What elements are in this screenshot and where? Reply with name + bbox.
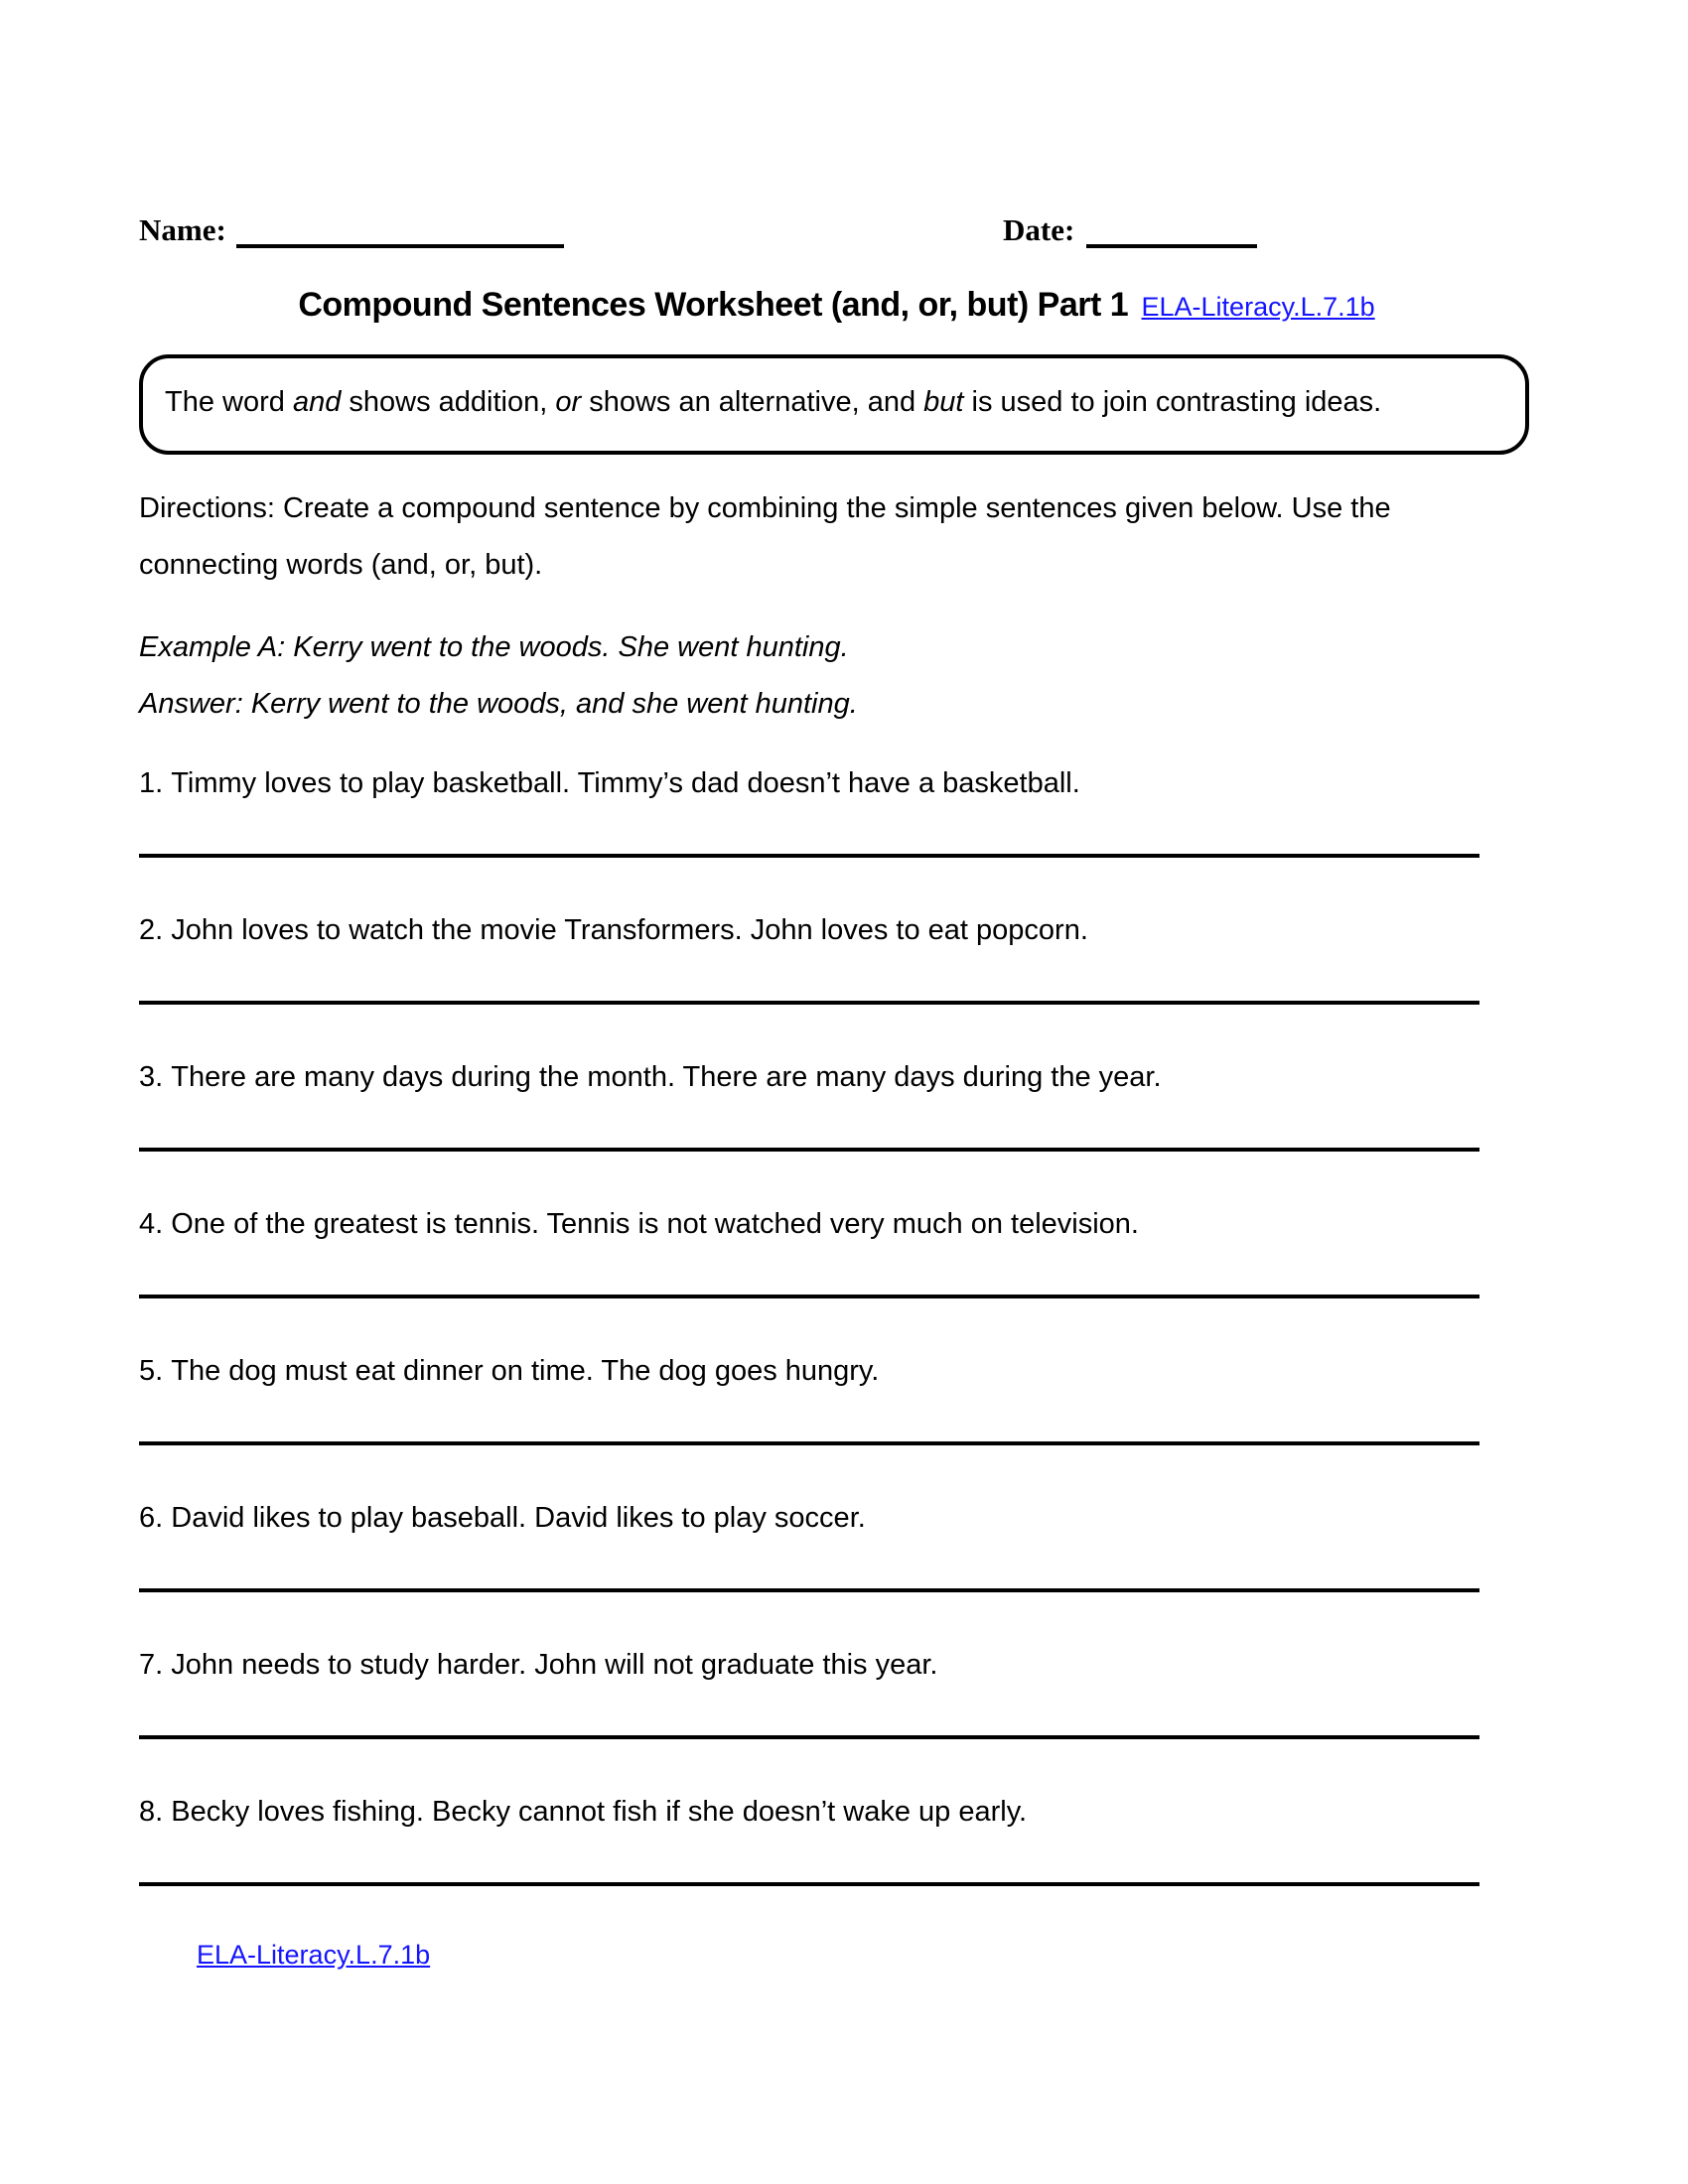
- question-text: John needs to study harder. John will not graduate this year.: [171, 1649, 938, 1681]
- question-number: 2.: [139, 914, 164, 946]
- answer-blank-line[interactable]: [139, 1735, 1479, 1739]
- answer-blank-line[interactable]: [139, 1148, 1479, 1152]
- info-box-conjunction: but: [923, 386, 964, 418]
- question-text: David likes to play baseball. David likes to play soccer.: [171, 1502, 866, 1534]
- name-label: Name:: [139, 212, 226, 247]
- answer-blank-line[interactable]: [139, 1441, 1479, 1445]
- page-title: Compound Sentences Worksheet (and, or, but) Part 1: [298, 286, 1129, 324]
- question-text: Timmy loves to play basketball. Timmy’s dad doesn’t have a basketball.: [171, 767, 1080, 799]
- answer-blank-line[interactable]: [139, 1001, 1479, 1005]
- question-number: 3.: [139, 1061, 164, 1093]
- header-row: [139, 0, 1534, 248]
- question-text: The dog must eat dinner on time. The dog goes hungry.: [171, 1355, 880, 1387]
- answer-blank-line[interactable]: [139, 854, 1479, 858]
- footer-row: [197, 1940, 1534, 1971]
- info-box-segment: shows an alternative, and: [581, 386, 924, 418]
- question-number: 8.: [139, 1796, 164, 1828]
- title-row: [139, 286, 1534, 325]
- directions-text: Directions: Create a compound sentence by combining the simple sentences given below. Use the connecting words (and, or, but).: [139, 492, 1391, 581]
- info-box-segment: shows addition,: [341, 386, 556, 418]
- info-box-conjunction: or: [555, 386, 582, 418]
- answer-blank-line[interactable]: [139, 1882, 1479, 1886]
- question-text: John loves to watch the movie Transformers. John loves to eat popcorn.: [171, 914, 1088, 946]
- example-answer-line: Answer: Kerry went to the woods, and she went hunting.: [139, 688, 858, 720]
- example-block: [139, 619, 1534, 733]
- info-box-text: [165, 386, 1381, 418]
- question-item: [139, 1646, 1534, 1739]
- info-box-conjunction: and: [292, 386, 342, 418]
- date-label: Date:: [1003, 212, 1075, 247]
- question-item: [139, 1793, 1534, 1886]
- question-item: [139, 1499, 1534, 1592]
- question-text: One of the greatest is tennis. Tennis is not watched very much on television.: [171, 1208, 1139, 1240]
- question-item: [139, 1352, 1534, 1445]
- info-box: [139, 354, 1529, 455]
- question-text: Becky loves fishing. Becky cannot fish if she doesn’t wake up early.: [171, 1796, 1028, 1828]
- info-box-segment: is used to join contrasting ideas.: [963, 386, 1382, 418]
- worksheet-page: [139, 0, 1534, 1971]
- question-number: 7.: [139, 1649, 164, 1681]
- question-item: [139, 911, 1534, 1005]
- question-number: 6.: [139, 1502, 164, 1534]
- answer-blank-line[interactable]: [139, 1588, 1479, 1592]
- footer-standard-link[interactable]: ELA-Literacy.L.7.1b: [197, 1940, 431, 1970]
- question-item: [139, 1058, 1534, 1152]
- title-standard-link[interactable]: ELA-Literacy.L.7.1b: [1141, 292, 1375, 322]
- question-item: [139, 764, 1534, 858]
- name-blank-field[interactable]: [236, 212, 564, 248]
- question-number: 5.: [139, 1355, 164, 1387]
- question-list: [139, 764, 1534, 1886]
- question-text: There are many days during the month. There are many days during the year.: [171, 1061, 1162, 1093]
- question-number: 4.: [139, 1208, 164, 1240]
- question-item: [139, 1205, 1534, 1298]
- example-line: Example A: Kerry went to the woods. She went hunting.: [139, 631, 849, 663]
- info-box-segment: The word: [165, 386, 293, 418]
- question-number: 1.: [139, 767, 164, 799]
- answer-blank-line[interactable]: [139, 1295, 1479, 1298]
- date-blank-field[interactable]: [1086, 212, 1257, 248]
- date-group: [1003, 212, 1257, 248]
